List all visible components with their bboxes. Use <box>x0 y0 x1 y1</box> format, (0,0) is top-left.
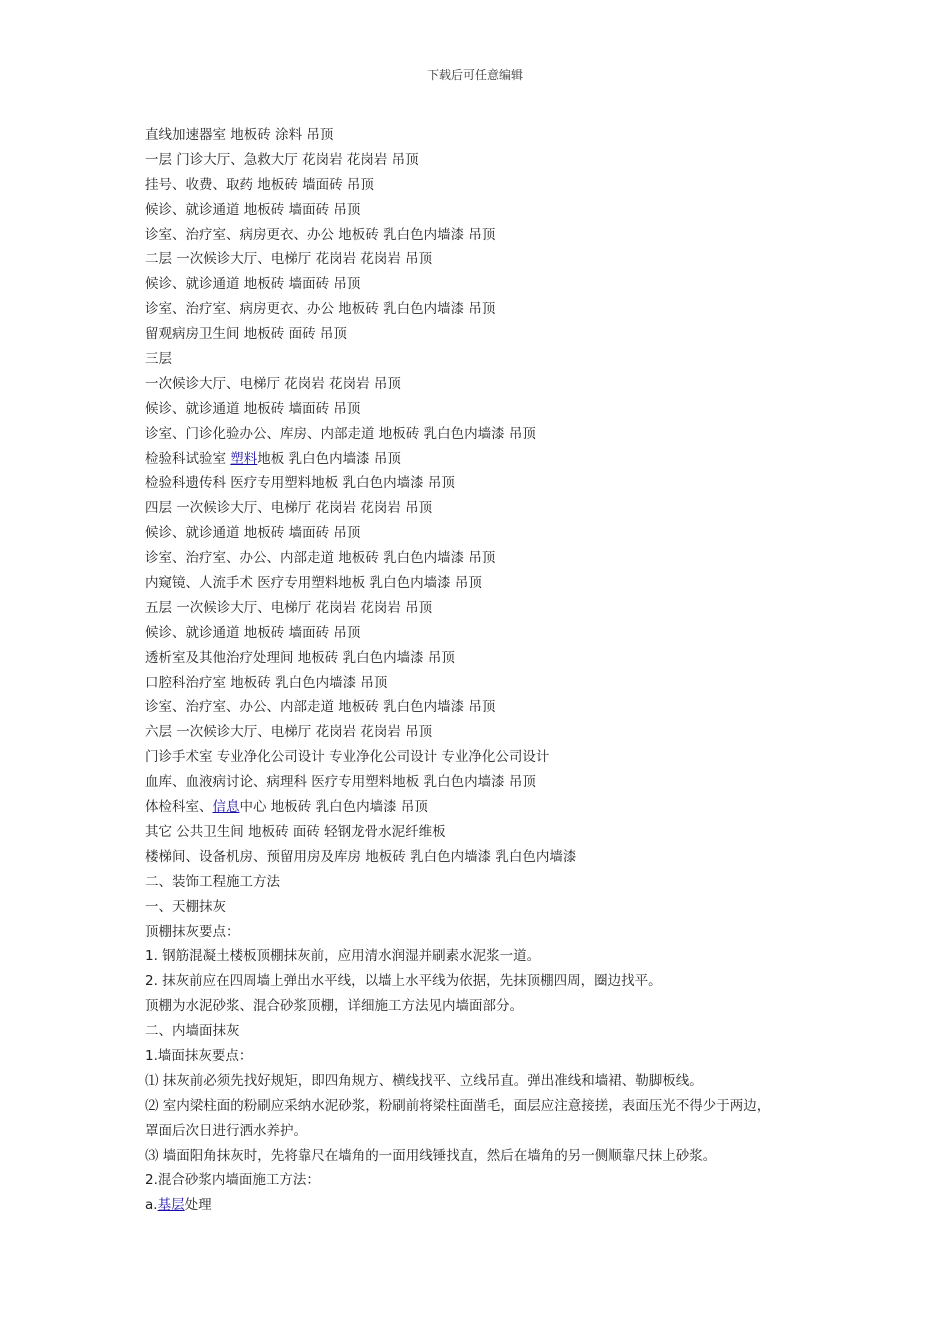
text-line <box>145 795 825 820</box>
text-line: ⑴ 抹灰前必须先找好规矩，即四角规方、横线找平、立线吊直。弹出准线和墙裙、勒脚板线。 <box>145 1072 703 1089</box>
text-line: 二层 一次候诊大厅、电梯厅 花岗岩 花岗岩 吊顶 <box>145 251 433 268</box>
text-line: 四层 一次候诊大厅、电梯厅 花岗岩 花岗岩 吊顶 <box>145 500 433 517</box>
text-line: 2. 抹灰前应在四周墙上弹出水平线，以墙上水平线为依据，先抹顶棚四周，圈边找平。 <box>145 973 662 990</box>
line-text-before: 检验科试验室 <box>145 450 231 467</box>
text-line: 候诊、就诊通道 地板砖 墙面砖 吊顶 <box>145 400 361 417</box>
text-line: 诊室、治疗室、办公、内部走道 地板砖 乳白色内墙漆 吊顶 <box>145 699 496 716</box>
line-text-after: 处理 <box>184 1197 212 1214</box>
text-line: 一层 门诊大厅、急救大厅 花岗岩 花岗岩 吊顶 <box>145 151 419 168</box>
text-line: 一、天棚抹灰 <box>145 898 226 915</box>
text-line: 诊室、门诊化验办公、库房、内部走道 地板砖 乳白色内墙漆 吊顶 <box>145 425 536 442</box>
text-line <box>145 447 825 472</box>
text-line: 诊室、治疗室、办公、内部走道 地板砖 乳白色内墙漆 吊顶 <box>145 550 496 567</box>
text-line: 罩面后次日进行洒水养护。 <box>145 1122 307 1139</box>
text-line: 内窥镜、人流手术 医疗专用塑料地板 乳白色内墙漆 吊顶 <box>145 575 482 592</box>
text-line: 1.墙面抹灰要点： <box>145 1047 253 1064</box>
text-line: 顶棚为水泥砂浆、混合砂浆顶棚，详细施工方法见内墙面部分。 <box>145 998 523 1015</box>
text-line: 候诊、就诊通道 地板砖 墙面砖 吊顶 <box>145 624 361 641</box>
text-line: 诊室、治疗室、病房更衣、办公 地板砖 乳白色内墙漆 吊顶 <box>145 226 496 243</box>
text-line: 其它 公共卫生间 地板砖 面砖 轻钢龙骨水泥纤维板 <box>145 823 446 840</box>
text-line: 五层 一次候诊大厅、电梯厅 花岗岩 花岗岩 吊顶 <box>145 599 433 616</box>
text-line: 一次候诊大厅、电梯厅 花岗岩 花岗岩 吊顶 <box>145 375 401 392</box>
text-line: 候诊、就诊通道 地板砖 墙面砖 吊顶 <box>145 276 361 293</box>
text-line: 留观病房卫生间 地板砖 面砖 吊顶 <box>145 326 347 343</box>
line-text-before: 体检科室、 <box>145 799 213 816</box>
text-line: 顶棚抹灰要点： <box>145 923 240 940</box>
text-line <box>145 1193 825 1218</box>
text-line: 1. 钢筋混凝土楼板顶棚抹灰前，应用清水润湿并刷素水泥浆一道。 <box>145 948 541 965</box>
text-line: 二、内墙面抹灰 <box>145 1023 240 1040</box>
line-text-before: a. <box>145 1197 158 1214</box>
text-line: 2.混合砂浆内墙面施工方法： <box>145 1172 320 1189</box>
line-text-after: 中心 地板砖 乳白色内墙漆 吊顶 <box>239 799 428 816</box>
document-body <box>145 123 825 1218</box>
text-line: 楼梯间、设备机房、预留用房及库房 地板砖 乳白色内墙漆 乳白色内墙漆 <box>145 848 577 865</box>
text-line: 门诊手术室 专业净化公司设计 专业净化公司设计 专业净化公司设计 <box>145 749 550 766</box>
text-line: ⑵ 室内梁柱面的粉刷应采纳水泥砂浆，粉刷前将梁柱面凿毛，面层应注意接搓，表面压光不得少于两边， <box>145 1097 771 1114</box>
line-text-after: 地板 乳白色内墙漆 吊顶 <box>257 450 401 467</box>
inline-link[interactable]: 信息 <box>212 799 240 816</box>
text-line: 透析室及其他治疗处理间 地板砖 乳白色内墙漆 吊顶 <box>145 649 455 666</box>
text-line: 二、装饰工程施工方法 <box>145 873 280 890</box>
text-line: 口腔科治疗室 地板砖 乳白色内墙漆 吊顶 <box>145 674 388 691</box>
text-line: 检验科遗传科 医疗专用塑料地板 乳白色内墙漆 吊顶 <box>145 475 455 492</box>
page-header: 下载后可任意编辑 <box>426 68 523 82</box>
text-line: 三层 <box>145 351 172 368</box>
text-line: 六层 一次候诊大厅、电梯厅 花岗岩 花岗岩 吊顶 <box>145 724 433 741</box>
text-line: 候诊、就诊通道 地板砖 墙面砖 吊顶 <box>145 525 361 542</box>
text-line: 直线加速器室 地板砖 涂料 吊顶 <box>145 127 334 143</box>
inline-link[interactable]: 基层 <box>157 1197 185 1214</box>
text-line: ⑶ 墙面阳角抹灰时，先将靠尺在墙角的一面用线锤找直，然后在墙角的另一侧顺靠尺抹上砂浆。 <box>145 1147 717 1164</box>
text-line: 诊室、治疗室、病房更衣、办公 地板砖 乳白色内墙漆 吊顶 <box>145 301 496 318</box>
text-line: 候诊、就诊通道 地板砖 墙面砖 吊顶 <box>145 201 361 218</box>
inline-link[interactable]: 塑料 <box>230 450 258 467</box>
text-line: 血库、血液病讨论、病理科 医疗专用塑料地板 乳白色内墙漆 吊顶 <box>145 774 536 791</box>
text-line: 挂号、收费、取药 地板砖 墙面砖 吊顶 <box>145 176 374 193</box>
